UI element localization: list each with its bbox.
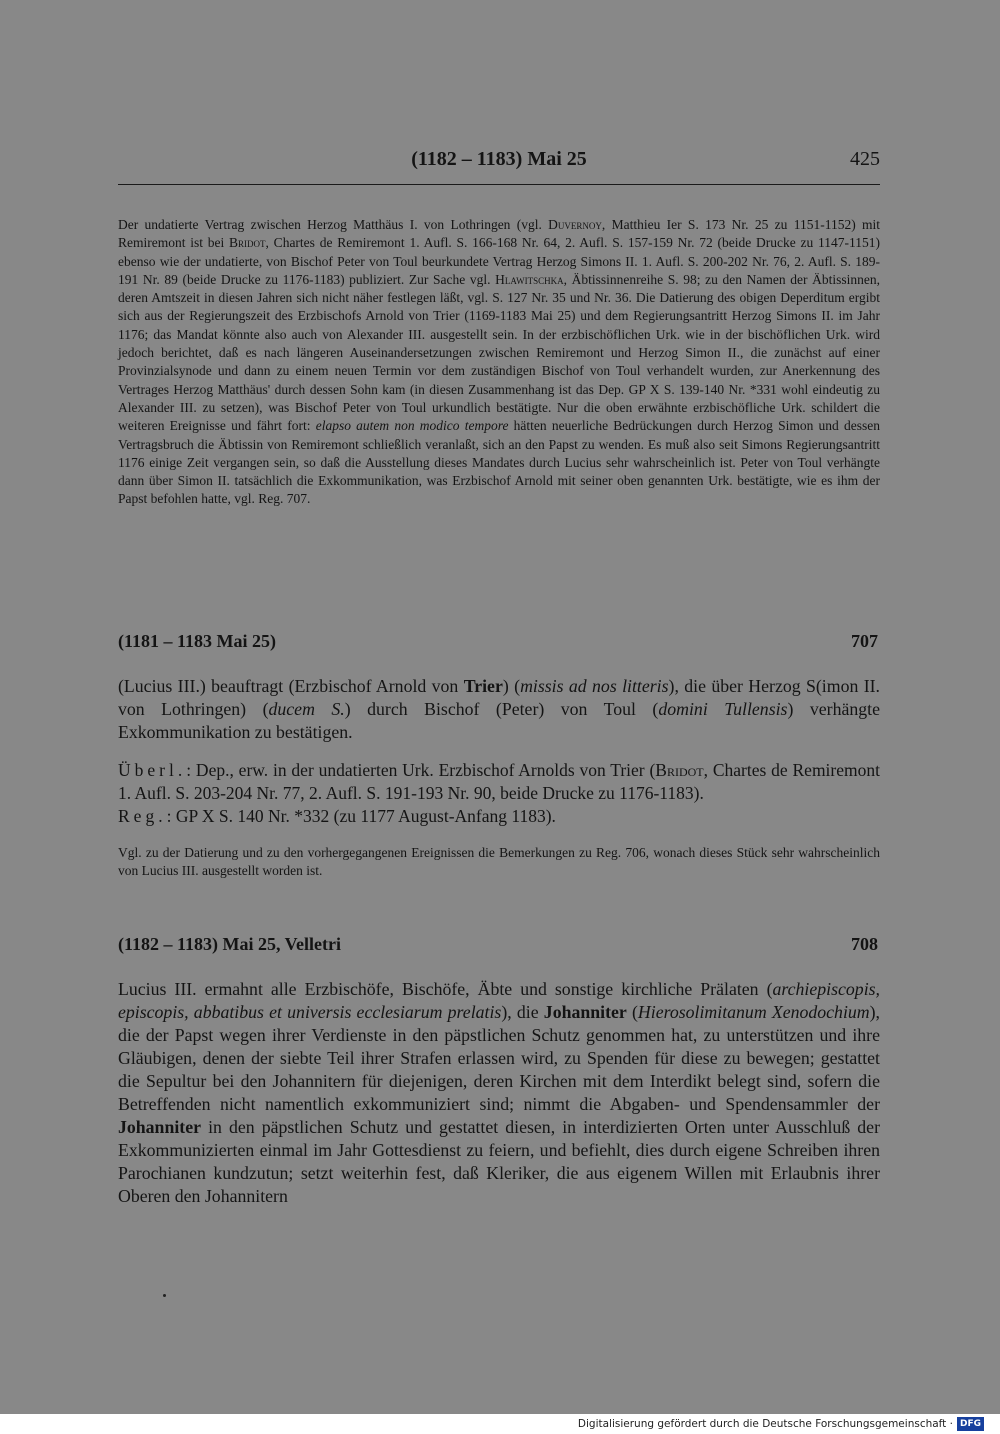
running-header-title: (1182 – 1183) Mai 25 (411, 148, 587, 170)
entry-707-note: Vgl. zu der Datierung und zu den vorhergegangenen Ereignissen die Bemerkungen zu Reg. 706, wonach dieses Stück sehr wahrscheinlich von Lucius III. ausgestellt worden ist. (118, 845, 880, 879)
entry-708-text-b: ), die (501, 1002, 544, 1022)
running-header (118, 148, 880, 178)
ueberl-text-a: : Dep., erw. in der undatierten Urk. Erzbischof Arnolds von Trier ( (186, 760, 656, 780)
entry-707-latin-1: missis ad nos litteris (520, 676, 669, 696)
entry-707-text-c: ), die über Herzog S(imon II. von Lothringen) ( (118, 676, 881, 719)
intro-text-1: Der undatierte Vertrag zwischen Herzog Matthäus I. von Lothringen (vgl. (118, 217, 549, 232)
entry-708-johanniter: Johanniter (543, 1002, 627, 1022)
entry-708-latin-2: Hierosolimitanum Xenodochium (637, 1002, 870, 1022)
entry-707-date: (1181 – 1183 Mai 25) (118, 631, 276, 651)
intro-text-5: hätten neuerliche Bedrückungen durch Herzog Simon und dessen Vertragsbruch die Äbtissin von Remiremont schließlich veranlaßt, sich an den Papst zu wenden. Es muß also seit Simons Regierungsantritt 1176 einige Zeit vergangen sein, so daß die Ausstellung dieses Mandates durch Lucius sehr wahrscheinlich ist. Peter von Toul verhängte dann über Simon II. tatsächlich die Exkommunikation, was Erzbischof Arnold mit seiner oben genannten Urk. bestätigte, wie es ihm der Papst befohlen hatte, vgl. Reg. 707. (118, 418, 880, 507)
ueberl-label: Überl. (118, 760, 187, 780)
footer-text: Digitalisierung gefördert durch die Deutsche Forschungsgemeinschaft · (577, 1418, 953, 1430)
entry-708-text-e: in den päpstlichen Schutz und gestattet diesen, in interdizierten Orten unter Ausschluß der Exkommunizierten einmal im Jahr Gottesdienst zu feiern, und befiehlt, dies durch eigene Schreiben ihren Parochianen kundzutun; setzt weiterhin fest, daß Kleriker, die aus eigenem Willen mit Erlaubnis ihrer Oberen den Johannitern (118, 1117, 880, 1206)
entry-707-text-a: (Lucius III.) beauftragt (Erzbischof Arnold von (118, 676, 464, 696)
entry-708-number: 708 (851, 934, 878, 954)
entry-707-text-d: ) durch Bischof (Peter) von Toul ( (344, 699, 659, 719)
entry-707-text-e: ) verhängte Exkommunikation zu bestätigen. (118, 699, 880, 742)
entry-707-latin-2: ducem S. (268, 699, 345, 719)
author-bridot: Bridot (229, 235, 266, 251)
entry-707-ueberlieferung (118, 759, 880, 828)
ueberl-text-b: , Chartes de Remiremont 1. Aufl. S. 203-204 Nr. 77, 2. Aufl. S. 191-193 Nr. 90, beide Drucke zu 1176-1183). (118, 760, 880, 803)
intro-note (118, 216, 880, 509)
entry-707-number: 707 (851, 631, 878, 651)
reg-label: Reg. (118, 806, 167, 826)
entry-708-heading (118, 934, 880, 960)
header-rule (118, 184, 880, 185)
intro-text-4: , Äbtissinnenreihe S. 98; zu den Namen der Äbtissinnen, deren Amtszeit in diesen Jahren sich nicht näher festlegen läßt, vgl. S. 127 Nr. 35 und Nr. 36. Die Datierung des obigen Deperditum ergibt sich aus der Regierungszeit des Erzbischofs Arnold von Trier (1169-1183 Mai 25) und dem Regierungsantritt Herzog Simons II. im Jahr 1176; das Mandat könnte also auch von Alexander III. ausgestellt sein. In der erzbischöflichen Urk. wie in der bischöflichen Urk. wird jedoch berichtet, daß es nach längeren Auseinandersetzungen zwischen Remiremont und Herzog Simon II., die zunächst auf einer Provinzialsynode und dann zu einem neuen Termin vor dem zuständigen Bischof von Toul verhandelt wurden, zur Anerkennung des Vertrages Herzog Matthäus' durch dessen Sohn kam (in diesen Zusammenhang ist das Dep. GP X S. 139-140 Nr. *331 wohl eindeutig zu Alexander III. zu setzen), was Bischof Peter von Toul urkundlich bestätigte. Nur die oben erwähnte erzbischöfliche Urk. schildert die weiteren Ereignisse und fährt fort: (118, 271, 880, 434)
entry-707-latin-3: domini Tullensis (658, 699, 788, 719)
entry-708-text-d: ), die der Papst wegen ihrer Verdienste in den päpstlichen Schutz genommen hat, zu unterstützen und ihre Gläubigen, denen der siebte Teil ihrer Strafen erlassen wird, zu Spenden für diese zu bewegen; gestattet die Sepultur bei den Johannitern für diejenigen, deren Kirchen mit dem Interdikt belegt sind, sofern die Betreffenden nicht namentlich exkommuniziert sind; nimmt die Abgaben- und Spendensammler der (118, 1002, 880, 1114)
scan-speck (163, 1294, 166, 1297)
ueberl-author-bridot: Bridot (655, 760, 704, 780)
footer-credit (578, 1417, 984, 1431)
intro-latin-quote: elapso autem non modico tempore (315, 418, 509, 434)
entry-708-latin-1: archiepiscopis, episcopis, abbatibus et universis ecclesiarum prelatis (118, 979, 880, 1022)
entry-707-heading (118, 631, 880, 657)
dfg-logo: DFG (957, 1417, 984, 1431)
reg-text: : GP X S. 140 Nr. *332 (zu 1177 August-Anfang 1183). (166, 806, 556, 826)
page-number: 425 (850, 148, 880, 170)
intro-text-2: , Matthieu Ier S. 173 Nr. 25 zu 1151-1152) mit Remiremont ist bei (118, 217, 880, 251)
entry-708-text-a: Lucius III. ermahnt alle Erzbischöfe, Bischöfe, Äbte und sonstige kirchliche Prälaten ( (118, 979, 773, 999)
entry-707-text (118, 675, 880, 744)
intro-text-3: , Chartes de Remiremont 1. Aufl. S. 166-168 Nr. 64, 2. Aufl. S. 157-159 Nr. 72 (beide Drucke zu 1147-1151) ebenso wie der undatierte, von Bischof Peter von Toul beurkundete Vertrag Herzog Simons II. 1. Aufl. S. 200-202 Nr. 76, 2. Aufl. S. 189-191 Nr. 89 (beide Drucke zu 1176-1183) publiziert. Zur Sache vgl. (118, 235, 880, 287)
entry-708-date: (1182 – 1183) Mai 25, Velletri (118, 934, 341, 954)
author-duvernoy: Duvernoy (548, 217, 602, 232)
entry-707-text-b: ) ( (502, 676, 521, 696)
entry-708-text (118, 978, 880, 1208)
entry-708-johanniter-2: Johanniter (118, 1117, 201, 1137)
entry-708-text-c: ( (626, 1002, 638, 1022)
author-hlawitschka: Hlawitschka (495, 271, 564, 287)
entry-707-place-trier: Trier (463, 676, 503, 696)
